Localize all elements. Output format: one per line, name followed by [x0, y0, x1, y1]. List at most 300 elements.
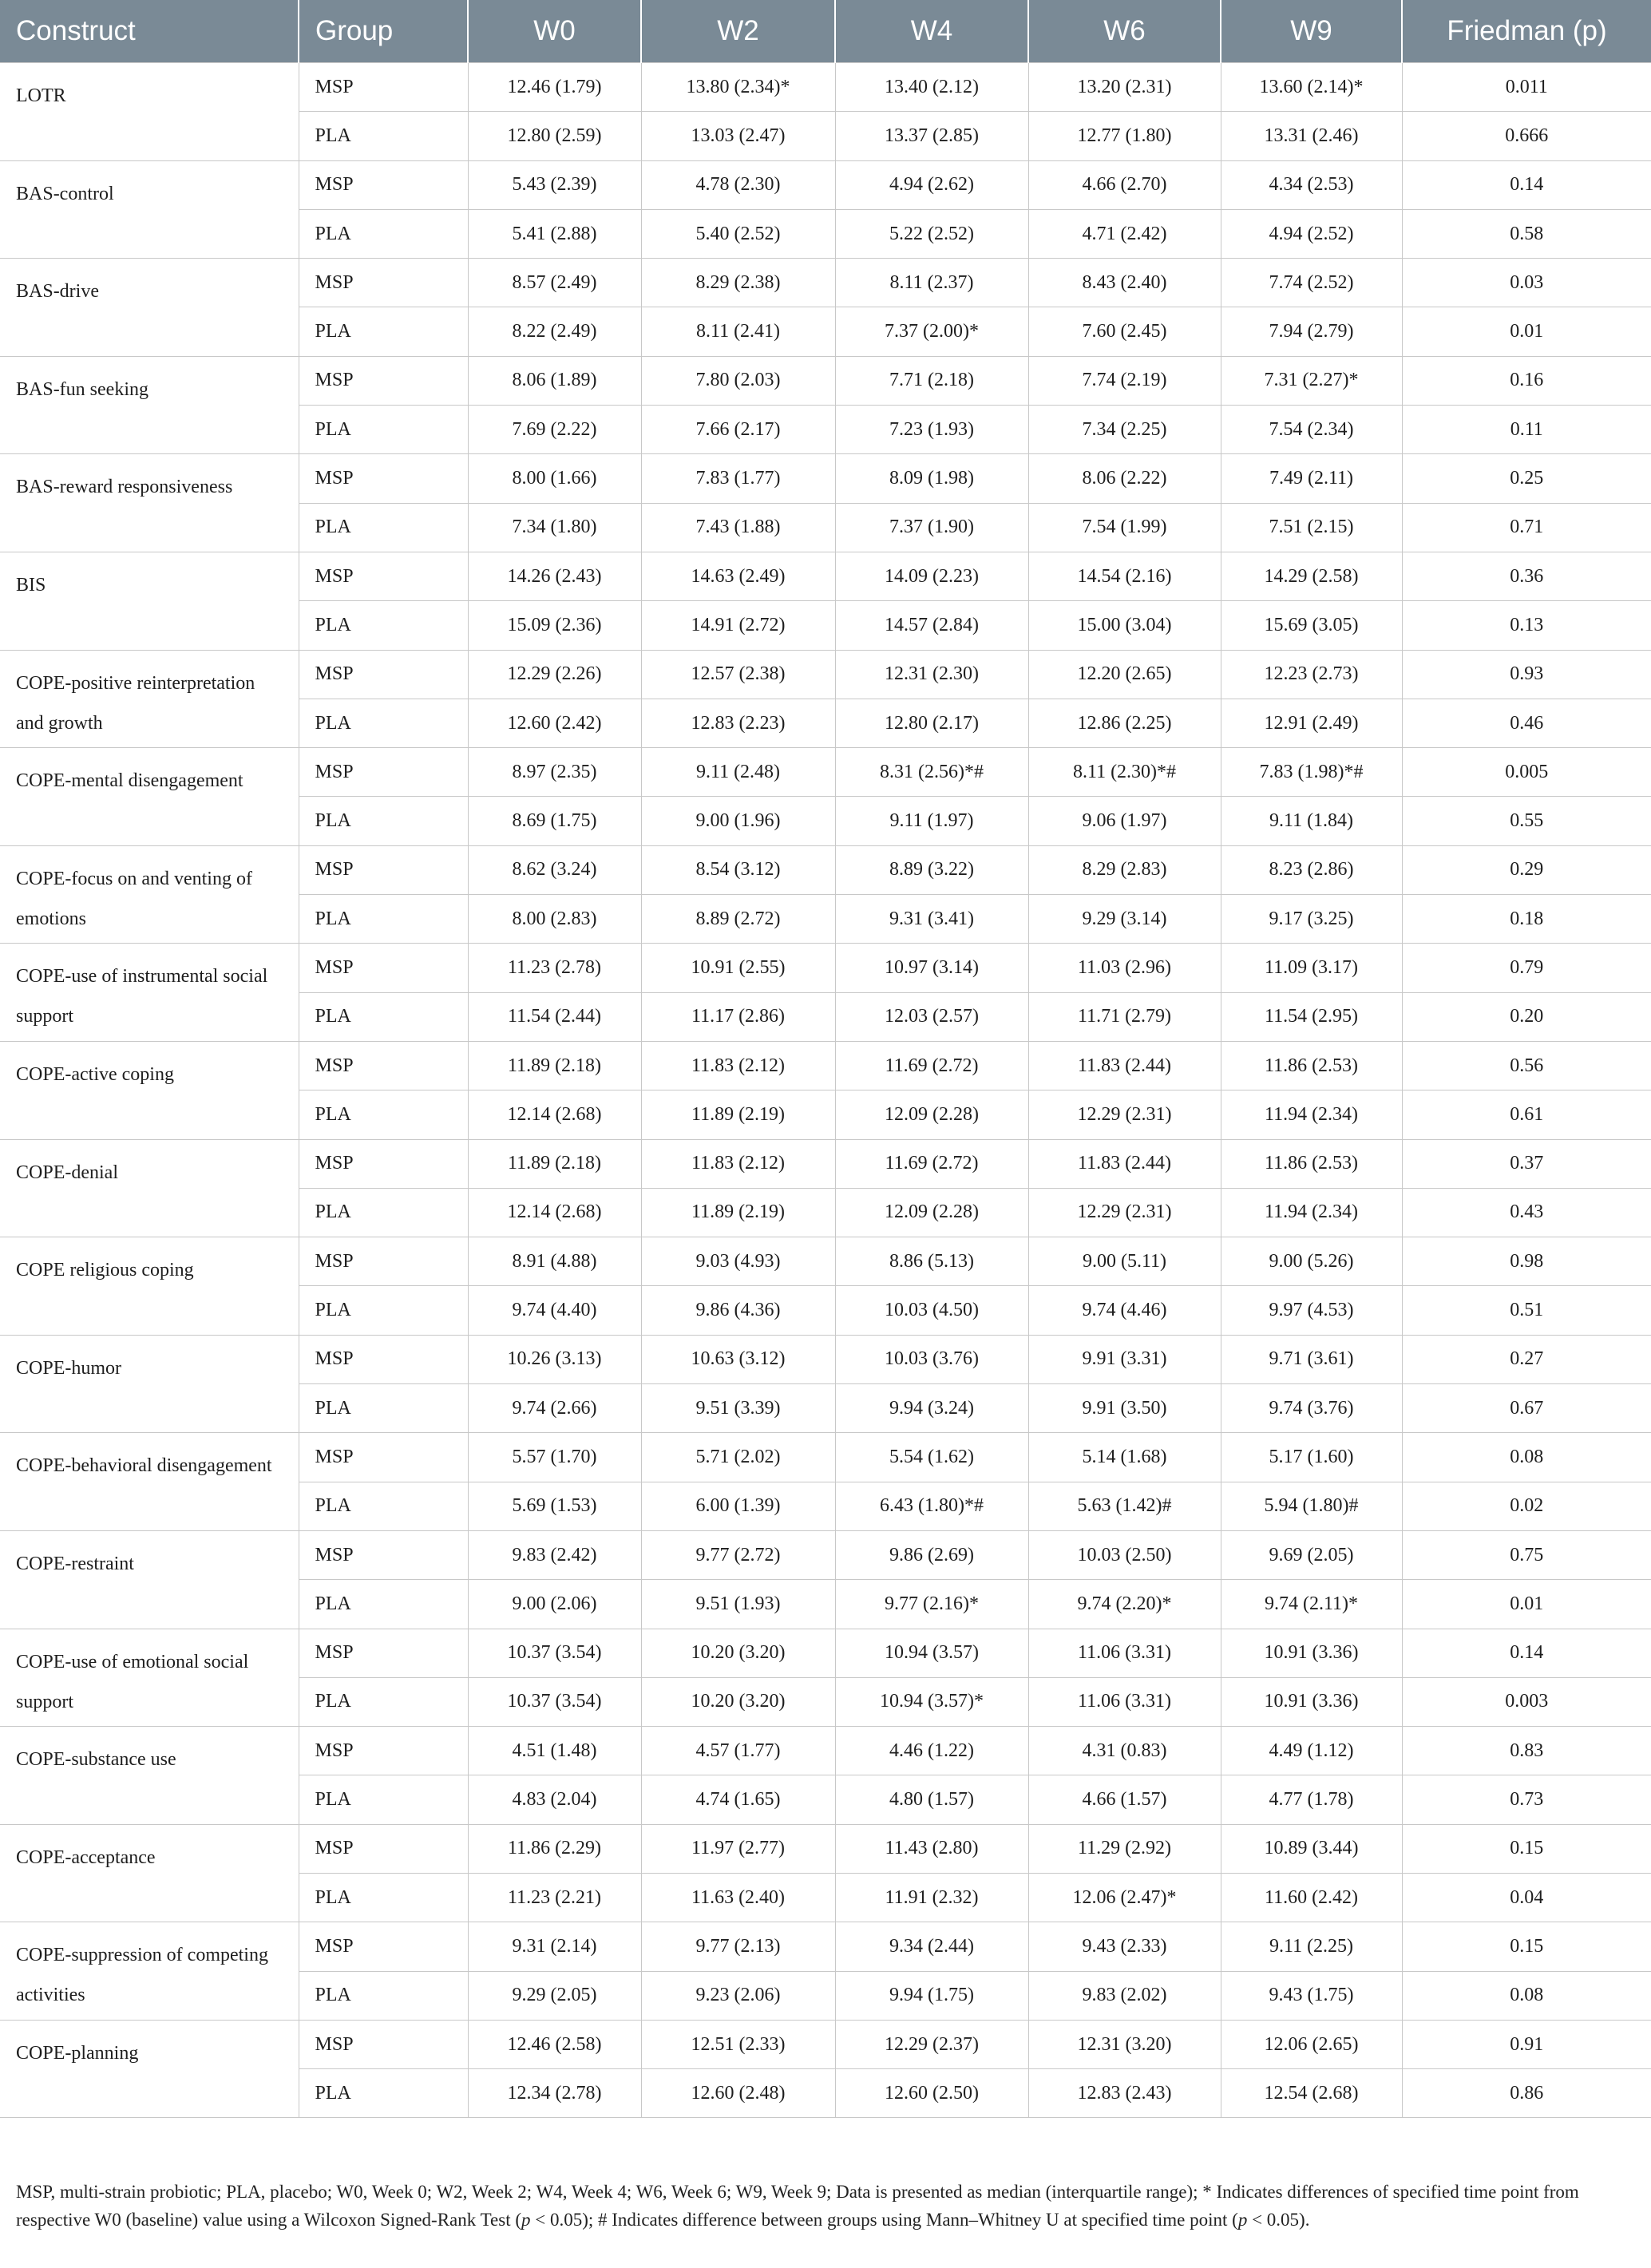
w6-cell: 12.86 (2.25)	[1028, 699, 1221, 747]
w6-cell: 12.83 (2.43)	[1028, 2069, 1221, 2118]
friedman-cell: 0.75	[1402, 1530, 1651, 1579]
w4-cell: 9.77 (2.16)*	[835, 1580, 1028, 1629]
group-cell: PLA	[299, 1090, 468, 1139]
w4-cell: 12.80 (2.17)	[835, 699, 1028, 747]
group-cell: PLA	[299, 307, 468, 356]
friedman-cell: 0.18	[1402, 895, 1651, 944]
w9-cell: 14.29 (2.58)	[1221, 552, 1402, 600]
w4-cell: 4.80 (1.57)	[835, 1775, 1028, 1824]
w9-cell: 9.97 (4.53)	[1221, 1286, 1402, 1335]
col-header-w0: W0	[468, 0, 641, 63]
group-cell: MSP	[299, 552, 468, 600]
friedman-cell: 0.36	[1402, 552, 1651, 600]
w2-cell: 10.91 (2.55)	[641, 944, 835, 992]
w4-cell: 4.46 (1.22)	[835, 1727, 1028, 1775]
w9-cell: 11.86 (2.53)	[1221, 1041, 1402, 1090]
construct-cell: LOTR	[0, 63, 299, 161]
group-cell: PLA	[299, 601, 468, 650]
w4-cell: 5.22 (2.52)	[835, 209, 1028, 258]
w4-cell: 11.69 (2.72)	[835, 1139, 1028, 1188]
construct-cell: COPE-focus on and venting of emotions	[0, 845, 299, 944]
group-cell: PLA	[299, 1677, 468, 1726]
w9-cell: 7.51 (2.15)	[1221, 503, 1402, 552]
footnote-text-3: < 0.05).	[1247, 2210, 1310, 2230]
col-header-friedman: Friedman (p)	[1402, 0, 1651, 63]
w6-cell: 9.29 (3.14)	[1028, 895, 1221, 944]
w6-cell: 7.54 (1.99)	[1028, 503, 1221, 552]
col-header-w4: W4	[835, 0, 1028, 63]
table-row	[0, 1922, 1651, 1971]
w0-cell: 5.57 (1.70)	[468, 1433, 641, 1482]
w2-cell: 12.57 (2.38)	[641, 650, 835, 699]
friedman-cell: 0.03	[1402, 259, 1651, 307]
w6-cell: 11.83 (2.44)	[1028, 1139, 1221, 1188]
w9-cell: 9.00 (5.26)	[1221, 1237, 1402, 1286]
w0-cell: 4.83 (2.04)	[468, 1775, 641, 1824]
w9-cell: 12.23 (2.73)	[1221, 650, 1402, 699]
w6-cell: 9.00 (5.11)	[1028, 1237, 1221, 1286]
w0-cell: 12.46 (2.58)	[468, 2020, 641, 2068]
w0-cell: 11.89 (2.18)	[468, 1139, 641, 1188]
w9-cell: 12.91 (2.49)	[1221, 699, 1402, 747]
w0-cell: 9.29 (2.05)	[468, 1971, 641, 2020]
friedman-cell: 0.11	[1402, 406, 1651, 454]
w6-cell: 8.11 (2.30)*#	[1028, 748, 1221, 797]
w0-cell: 5.41 (2.88)	[468, 209, 641, 258]
w6-cell: 9.91 (3.50)	[1028, 1384, 1221, 1433]
w9-cell: 15.69 (3.05)	[1221, 601, 1402, 650]
construct-cell: COPE-use of emotional social support	[0, 1629, 299, 1727]
w2-cell: 11.97 (2.77)	[641, 1824, 835, 1873]
friedman-cell: 0.666	[1402, 112, 1651, 160]
table-row	[0, 356, 1651, 405]
w2-cell: 9.86 (4.36)	[641, 1286, 835, 1335]
table-row	[0, 1433, 1651, 1482]
w6-cell: 11.06 (3.31)	[1028, 1677, 1221, 1726]
w2-cell: 11.17 (2.86)	[641, 992, 835, 1041]
friedman-cell: 0.58	[1402, 209, 1651, 258]
w4-cell: 14.57 (2.84)	[835, 601, 1028, 650]
group-cell: MSP	[299, 845, 468, 894]
w0-cell: 10.37 (3.54)	[468, 1677, 641, 1726]
w9-cell: 9.74 (2.11)*	[1221, 1580, 1402, 1629]
w9-cell: 5.17 (1.60)	[1221, 1433, 1402, 1482]
construct-cell: COPE religious coping	[0, 1237, 299, 1336]
w9-cell: 4.94 (2.52)	[1221, 209, 1402, 258]
w6-cell: 7.74 (2.19)	[1028, 356, 1221, 405]
construct-cell: COPE-planning	[0, 2020, 299, 2118]
col-header-w2: W2	[641, 0, 835, 63]
table-row	[0, 1629, 1651, 1677]
w9-cell: 11.94 (2.34)	[1221, 1188, 1402, 1237]
w0-cell: 8.06 (1.89)	[468, 356, 641, 405]
friedman-cell: 0.67	[1402, 1384, 1651, 1433]
group-cell: PLA	[299, 1971, 468, 2020]
friedman-cell: 0.003	[1402, 1677, 1651, 1726]
group-cell: PLA	[299, 699, 468, 747]
table-row	[0, 1824, 1651, 1873]
group-cell: PLA	[299, 895, 468, 944]
w6-cell: 9.74 (4.46)	[1028, 1286, 1221, 1335]
w0-cell: 8.91 (4.88)	[468, 1237, 641, 1286]
w0-cell: 12.80 (2.59)	[468, 112, 641, 160]
w9-cell: 7.31 (2.27)*	[1221, 356, 1402, 405]
w0-cell: 8.97 (2.35)	[468, 748, 641, 797]
w6-cell: 4.71 (2.42)	[1028, 209, 1221, 258]
w4-cell: 8.11 (2.37)	[835, 259, 1028, 307]
w4-cell: 8.31 (2.56)*#	[835, 748, 1028, 797]
group-cell: MSP	[299, 454, 468, 503]
w0-cell: 12.14 (2.68)	[468, 1188, 641, 1237]
w9-cell: 11.86 (2.53)	[1221, 1139, 1402, 1188]
w6-cell: 4.31 (0.83)	[1028, 1727, 1221, 1775]
friedman-cell: 0.73	[1402, 1775, 1651, 1824]
table-row	[0, 454, 1651, 503]
w4-cell: 10.03 (3.76)	[835, 1335, 1028, 1383]
construct-cell: BAS-control	[0, 160, 299, 259]
w9-cell: 10.91 (3.36)	[1221, 1629, 1402, 1677]
w4-cell: 13.37 (2.85)	[835, 112, 1028, 160]
table-row	[0, 552, 1651, 600]
friedman-cell: 0.91	[1402, 2020, 1651, 2068]
table-row	[0, 1237, 1651, 1286]
friedman-cell: 0.01	[1402, 1580, 1651, 1629]
friedman-cell: 0.43	[1402, 1188, 1651, 1237]
w2-cell: 4.78 (2.30)	[641, 160, 835, 209]
table-row	[0, 650, 1651, 699]
w0-cell: 11.23 (2.78)	[468, 944, 641, 992]
w6-cell: 11.71 (2.79)	[1028, 992, 1221, 1041]
w9-cell: 9.71 (3.61)	[1221, 1335, 1402, 1383]
footnote-p-symbol-2: p	[1237, 2210, 1248, 2230]
w2-cell: 7.80 (2.03)	[641, 356, 835, 405]
table-row	[0, 1727, 1651, 1775]
w4-cell: 8.09 (1.98)	[835, 454, 1028, 503]
w4-cell: 6.43 (1.80)*#	[835, 1482, 1028, 1530]
table-row	[0, 845, 1651, 894]
group-cell: MSP	[299, 259, 468, 307]
friedman-cell: 0.011	[1402, 63, 1651, 112]
col-header-construct: Construct	[0, 0, 299, 63]
friedman-cell: 0.16	[1402, 356, 1651, 405]
w9-cell: 10.91 (3.36)	[1221, 1677, 1402, 1726]
w2-cell: 9.77 (2.13)	[641, 1922, 835, 1971]
table-row	[0, 160, 1651, 209]
friedman-cell: 0.01	[1402, 307, 1651, 356]
w6-cell: 15.00 (3.04)	[1028, 601, 1221, 650]
w2-cell: 9.51 (3.39)	[641, 1384, 835, 1433]
construct-cell: BAS-reward responsiveness	[0, 454, 299, 552]
w2-cell: 11.83 (2.12)	[641, 1041, 835, 1090]
construct-cell: COPE-denial	[0, 1139, 299, 1237]
w6-cell: 8.43 (2.40)	[1028, 259, 1221, 307]
w6-cell: 11.29 (2.92)	[1028, 1824, 1221, 1873]
w4-cell: 7.23 (1.93)	[835, 406, 1028, 454]
construct-cell: COPE-acceptance	[0, 1824, 299, 1922]
w4-cell: 12.60 (2.50)	[835, 2069, 1028, 2118]
w6-cell: 8.29 (2.83)	[1028, 845, 1221, 894]
w4-cell: 4.94 (2.62)	[835, 160, 1028, 209]
group-cell: PLA	[299, 1384, 468, 1433]
group-cell: PLA	[299, 209, 468, 258]
friedman-cell: 0.98	[1402, 1237, 1651, 1286]
w2-cell: 13.80 (2.34)*	[641, 63, 835, 112]
friedman-cell: 0.20	[1402, 992, 1651, 1041]
w0-cell: 5.43 (2.39)	[468, 160, 641, 209]
w2-cell: 8.54 (3.12)	[641, 845, 835, 894]
w6-cell: 12.77 (1.80)	[1028, 112, 1221, 160]
w9-cell: 12.06 (2.65)	[1221, 2020, 1402, 2068]
w0-cell: 4.51 (1.48)	[468, 1727, 641, 1775]
group-cell: MSP	[299, 1433, 468, 1482]
w2-cell: 11.63 (2.40)	[641, 1873, 835, 1922]
w0-cell: 9.31 (2.14)	[468, 1922, 641, 1971]
friedman-cell: 0.25	[1402, 454, 1651, 503]
w0-cell: 15.09 (2.36)	[468, 601, 641, 650]
w4-cell: 11.43 (2.80)	[835, 1824, 1028, 1873]
table-row	[0, 2020, 1651, 2068]
w9-cell: 13.60 (2.14)*	[1221, 63, 1402, 112]
w2-cell: 8.29 (2.38)	[641, 259, 835, 307]
w4-cell: 11.91 (2.32)	[835, 1873, 1028, 1922]
w4-cell: 10.94 (3.57)*	[835, 1677, 1028, 1726]
w0-cell: 8.22 (2.49)	[468, 307, 641, 356]
w4-cell: 9.31 (3.41)	[835, 895, 1028, 944]
group-cell: MSP	[299, 1041, 468, 1090]
w6-cell: 11.83 (2.44)	[1028, 1041, 1221, 1090]
construct-cell: COPE-behavioral disengagement	[0, 1433, 299, 1531]
group-cell: PLA	[299, 1286, 468, 1335]
construct-cell: COPE-positive reinterpretation and growth	[0, 650, 299, 748]
w2-cell: 7.66 (2.17)	[641, 406, 835, 454]
group-cell: PLA	[299, 1580, 468, 1629]
construct-cell: BAS-fun seeking	[0, 356, 299, 454]
w2-cell: 14.63 (2.49)	[641, 552, 835, 600]
table-footnote	[16, 2178, 1635, 2234]
footnote-p-symbol-1: p	[521, 2210, 531, 2230]
w9-cell: 9.74 (3.76)	[1221, 1384, 1402, 1433]
group-cell: MSP	[299, 160, 468, 209]
w6-cell: 11.03 (2.96)	[1028, 944, 1221, 992]
w0-cell: 12.14 (2.68)	[468, 1090, 641, 1139]
friedman-cell: 0.51	[1402, 1286, 1651, 1335]
w2-cell: 4.57 (1.77)	[641, 1727, 835, 1775]
w6-cell: 8.06 (2.22)	[1028, 454, 1221, 503]
group-cell: PLA	[299, 406, 468, 454]
w4-cell: 5.54 (1.62)	[835, 1433, 1028, 1482]
friedman-cell: 0.79	[1402, 944, 1651, 992]
w0-cell: 9.83 (2.42)	[468, 1530, 641, 1579]
w6-cell: 12.29 (2.31)	[1028, 1188, 1221, 1237]
w4-cell: 7.37 (1.90)	[835, 503, 1028, 552]
w6-cell: 12.20 (2.65)	[1028, 650, 1221, 699]
w6-cell: 5.14 (1.68)	[1028, 1433, 1221, 1482]
w2-cell: 14.91 (2.72)	[641, 601, 835, 650]
w4-cell: 14.09 (2.23)	[835, 552, 1028, 600]
group-cell: PLA	[299, 1188, 468, 1237]
w9-cell: 4.49 (1.12)	[1221, 1727, 1402, 1775]
w9-cell: 8.23 (2.86)	[1221, 845, 1402, 894]
construct-cell: COPE-use of instrumental social support	[0, 944, 299, 1042]
w4-cell: 12.31 (2.30)	[835, 650, 1028, 699]
w0-cell: 5.69 (1.53)	[468, 1482, 641, 1530]
w0-cell: 12.29 (2.26)	[468, 650, 641, 699]
w4-cell: 10.94 (3.57)	[835, 1629, 1028, 1677]
w9-cell: 7.54 (2.34)	[1221, 406, 1402, 454]
w2-cell: 11.89 (2.19)	[641, 1090, 835, 1139]
group-cell: MSP	[299, 1922, 468, 1971]
w6-cell: 12.29 (2.31)	[1028, 1090, 1221, 1139]
w2-cell: 9.11 (2.48)	[641, 748, 835, 797]
group-cell: MSP	[299, 1139, 468, 1188]
w9-cell: 7.94 (2.79)	[1221, 307, 1402, 356]
w9-cell: 7.49 (2.11)	[1221, 454, 1402, 503]
w9-cell: 11.09 (3.17)	[1221, 944, 1402, 992]
group-cell: MSP	[299, 1629, 468, 1677]
friedman-cell: 0.14	[1402, 1629, 1651, 1677]
group-cell: MSP	[299, 944, 468, 992]
w2-cell: 9.03 (4.93)	[641, 1237, 835, 1286]
construct-cell: COPE-substance use	[0, 1727, 299, 1825]
friedman-cell: 0.37	[1402, 1139, 1651, 1188]
w0-cell: 11.86 (2.29)	[468, 1824, 641, 1873]
group-cell: PLA	[299, 992, 468, 1041]
w0-cell: 8.00 (1.66)	[468, 454, 641, 503]
w4-cell: 9.94 (3.24)	[835, 1384, 1028, 1433]
w6-cell: 9.83 (2.02)	[1028, 1971, 1221, 2020]
construct-cell: COPE-active coping	[0, 1041, 299, 1139]
w2-cell: 9.51 (1.93)	[641, 1580, 835, 1629]
construct-cell: COPE-mental disengagement	[0, 748, 299, 846]
w4-cell: 10.97 (3.14)	[835, 944, 1028, 992]
w2-cell: 8.11 (2.41)	[641, 307, 835, 356]
w2-cell: 4.74 (1.65)	[641, 1775, 835, 1824]
w2-cell: 11.83 (2.12)	[641, 1139, 835, 1188]
group-cell: MSP	[299, 1335, 468, 1383]
w2-cell: 12.83 (2.23)	[641, 699, 835, 747]
w2-cell: 5.40 (2.52)	[641, 209, 835, 258]
group-cell: MSP	[299, 1530, 468, 1579]
w6-cell: 5.63 (1.42)#	[1028, 1482, 1221, 1530]
header-row	[0, 0, 1651, 63]
friedman-cell: 0.29	[1402, 845, 1651, 894]
group-cell: MSP	[299, 748, 468, 797]
w0-cell: 7.34 (1.80)	[468, 503, 641, 552]
w2-cell: 12.60 (2.48)	[641, 2069, 835, 2118]
friedman-cell: 0.83	[1402, 1727, 1651, 1775]
w4-cell: 12.03 (2.57)	[835, 992, 1028, 1041]
w9-cell: 9.11 (2.25)	[1221, 1922, 1402, 1971]
w0-cell: 11.89 (2.18)	[468, 1041, 641, 1090]
w6-cell: 4.66 (2.70)	[1028, 160, 1221, 209]
friedman-cell: 0.46	[1402, 699, 1651, 747]
table-row	[0, 1530, 1651, 1579]
group-cell: MSP	[299, 1237, 468, 1286]
w0-cell: 9.74 (4.40)	[468, 1286, 641, 1335]
col-header-group: Group	[299, 0, 468, 63]
friedman-cell: 0.71	[1402, 503, 1651, 552]
w0-cell: 8.69 (1.75)	[468, 797, 641, 845]
group-cell: MSP	[299, 356, 468, 405]
construct-cell: BAS-drive	[0, 259, 299, 357]
w4-cell: 9.94 (1.75)	[835, 1971, 1028, 2020]
friedman-cell: 0.93	[1402, 650, 1651, 699]
footnote-text-1: MSP, multi-strain probiotic; PLA, placebo; W0, Week 0; W2, Week 2; W4, Week 4; W6, Week 6; W9, Week 9; Data is presented as median (interquartile range); * Indicates differences of specified time point from respective W0 (baseline) value using a Wilcoxon Signed-Rank Test (	[16, 2182, 1579, 2230]
construct-cell: COPE-humor	[0, 1335, 299, 1433]
w9-cell: 10.89 (3.44)	[1221, 1824, 1402, 1873]
table-row	[0, 1335, 1651, 1383]
table-row	[0, 259, 1651, 307]
w2-cell: 8.89 (2.72)	[641, 895, 835, 944]
w0-cell: 12.34 (2.78)	[468, 2069, 641, 2118]
w6-cell: 7.60 (2.45)	[1028, 307, 1221, 356]
w2-cell: 12.51 (2.33)	[641, 2020, 835, 2068]
w6-cell: 11.06 (3.31)	[1028, 1629, 1221, 1677]
w6-cell: 4.66 (1.57)	[1028, 1775, 1221, 1824]
w4-cell: 12.09 (2.28)	[835, 1188, 1028, 1237]
friedman-cell: 0.15	[1402, 1824, 1651, 1873]
w9-cell: 11.60 (2.42)	[1221, 1873, 1402, 1922]
w6-cell: 10.03 (2.50)	[1028, 1530, 1221, 1579]
group-cell: PLA	[299, 1482, 468, 1530]
construct-cell: BIS	[0, 552, 299, 650]
w9-cell: 7.83 (1.98)*#	[1221, 748, 1402, 797]
friedman-cell: 0.27	[1402, 1335, 1651, 1383]
w4-cell: 12.29 (2.37)	[835, 2020, 1028, 2068]
w2-cell: 11.89 (2.19)	[641, 1188, 835, 1237]
group-cell: MSP	[299, 63, 468, 112]
w6-cell: 12.31 (3.20)	[1028, 2020, 1221, 2068]
w9-cell: 4.34 (2.53)	[1221, 160, 1402, 209]
friedman-cell: 0.14	[1402, 160, 1651, 209]
w0-cell: 10.37 (3.54)	[468, 1629, 641, 1677]
w4-cell: 7.37 (2.00)*	[835, 307, 1028, 356]
group-cell: PLA	[299, 1873, 468, 1922]
w6-cell: 9.74 (2.20)*	[1028, 1580, 1221, 1629]
w2-cell: 6.00 (1.39)	[641, 1482, 835, 1530]
w2-cell: 7.83 (1.77)	[641, 454, 835, 503]
group-cell: MSP	[299, 1727, 468, 1775]
w0-cell: 7.69 (2.22)	[468, 406, 641, 454]
w0-cell: 14.26 (2.43)	[468, 552, 641, 600]
group-cell: MSP	[299, 650, 468, 699]
w6-cell: 14.54 (2.16)	[1028, 552, 1221, 600]
group-cell: MSP	[299, 1824, 468, 1873]
w4-cell: 11.69 (2.72)	[835, 1041, 1028, 1090]
friedman-cell: 0.08	[1402, 1433, 1651, 1482]
col-header-w9: W9	[1221, 0, 1402, 63]
w4-cell: 7.71 (2.18)	[835, 356, 1028, 405]
group-cell: MSP	[299, 2020, 468, 2068]
w9-cell: 9.11 (1.84)	[1221, 797, 1402, 845]
group-cell: PLA	[299, 112, 468, 160]
footnote-text-2: < 0.05); # Indicates difference between groups using Mann–Whitney U at specified time point (	[530, 2210, 1238, 2230]
w9-cell: 5.94 (1.80)#	[1221, 1482, 1402, 1530]
w2-cell: 13.03 (2.47)	[641, 112, 835, 160]
construct-cell: COPE-restraint	[0, 1530, 299, 1629]
w0-cell: 8.00 (2.83)	[468, 895, 641, 944]
w2-cell: 9.23 (2.06)	[641, 1971, 835, 2020]
friedman-cell: 0.86	[1402, 2069, 1651, 2118]
w2-cell: 10.20 (3.20)	[641, 1629, 835, 1677]
table-row	[0, 944, 1651, 992]
table-body	[0, 63, 1651, 2118]
friedman-cell: 0.08	[1402, 1971, 1651, 2020]
table-row	[0, 1041, 1651, 1090]
w4-cell: 9.34 (2.44)	[835, 1922, 1028, 1971]
w4-cell: 9.86 (2.69)	[835, 1530, 1028, 1579]
friedman-cell: 0.55	[1402, 797, 1651, 845]
